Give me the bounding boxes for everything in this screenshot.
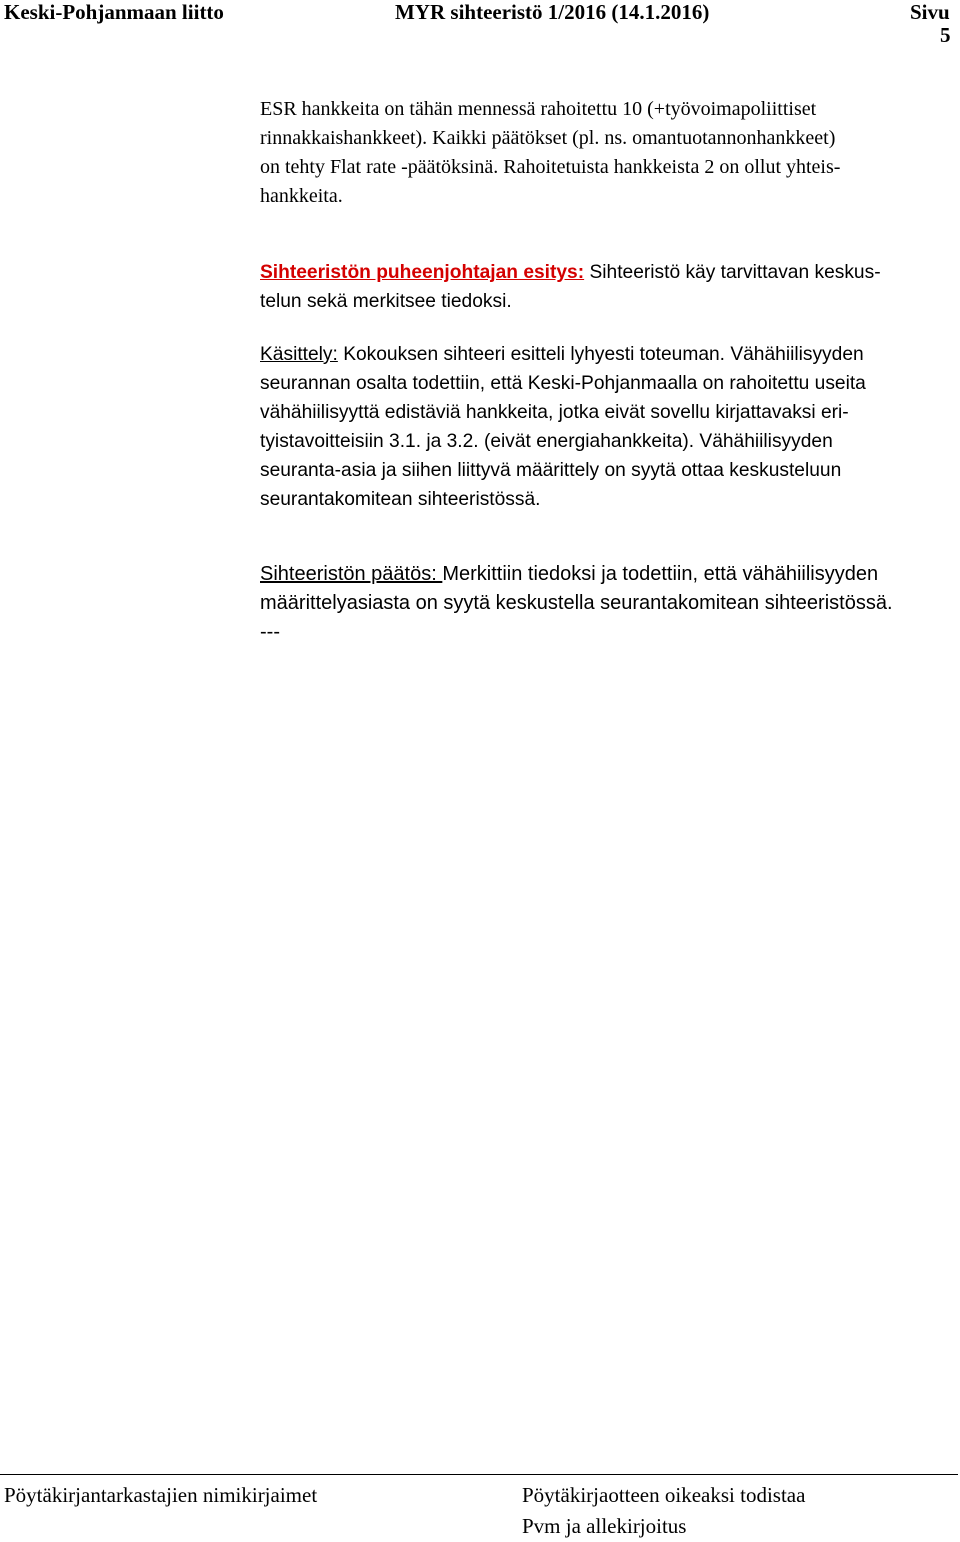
text-line: seuranta-asia ja siihen liittyvä määrittely on syytä ottaa keskusteluun	[260, 460, 842, 481]
document-title: MYR sihteeristö 1/2016 (14.1.2016)	[395, 0, 710, 24]
text-line	[260, 560, 960, 589]
text-line: ESR hankkeita on tähän mennessä rahoitettu 10 (+työvoimapoliittiset	[260, 98, 817, 120]
text-line	[260, 340, 960, 369]
footer-certification	[522, 1480, 805, 1542]
text-line: tyistavoitteisiin 3.1. ja 3.2. (eivät energiahankkeita). Vähähiilisyyden	[260, 431, 833, 452]
footer-initials-label	[4, 1480, 317, 1511]
text-line: hankkeita.	[260, 185, 343, 207]
text-line: seurantakomitean sihteeristössä.	[260, 489, 541, 510]
text-line: on tehty Flat rate -päätöksinä. Rahoitetuista hankkeista 2 on ollut yhteis-	[260, 156, 841, 178]
organization-name: Keski-Pohjanmaan liitto	[4, 0, 224, 24]
handling-text: Kokouksen sihteeri esitteli lyhyesti toteuman. Vähähiilisyyden	[337, 344, 864, 365]
paragraph-handling	[260, 340, 960, 514]
page-header	[0, 0, 960, 48]
separator: ---	[260, 621, 280, 643]
text-line: seurannan osalta todettiin, että Keski-Pohjanmaalla on rahoitettu useita	[260, 373, 866, 394]
text-line: telun sekä merkitsee tiedoksi.	[260, 291, 512, 312]
footer-right-line1: Pöytäkirjaotteen oikeaksi todistaa	[522, 1483, 806, 1507]
text-line: määrittelyasiasta on syytä keskustella seurantakomitean sihteeristössä.	[260, 592, 893, 614]
text-line: rinnakkaishankkeet). Kaikki päätökset (pl. ns. omantuotannonhankkeet)	[260, 127, 836, 149]
paragraph-esr-projects	[260, 95, 960, 211]
footer-right-line2: Pvm ja allekirjoitus	[522, 1514, 687, 1538]
page-label: Sivu	[910, 0, 950, 24]
text-line: vähähiilisyyttä edistäviä hankkeita, jotka eivät sovellu kirjattavaksi eri-	[260, 402, 849, 423]
decision-label: Sihteeristön päätös:	[260, 563, 443, 585]
handling-label: Käsittely:	[260, 344, 338, 365]
decision-text: Merkittiin tiedoksi ja todettiin, että vähähiilisyyden	[442, 563, 879, 585]
footer-divider	[0, 1474, 958, 1475]
page-number: 5	[940, 23, 951, 47]
proposal-label: Sihteeristön puheenjohtajan esitys:	[260, 262, 585, 283]
text-line	[260, 258, 960, 287]
paragraph-decision	[260, 560, 960, 647]
footer-left-text: Pöytäkirjantarkastajien nimikirjaimet	[4, 1483, 318, 1507]
paragraph-proposal	[260, 258, 960, 316]
proposal-text: Sihteeristö käy tarvittavan keskus-	[584, 262, 881, 283]
